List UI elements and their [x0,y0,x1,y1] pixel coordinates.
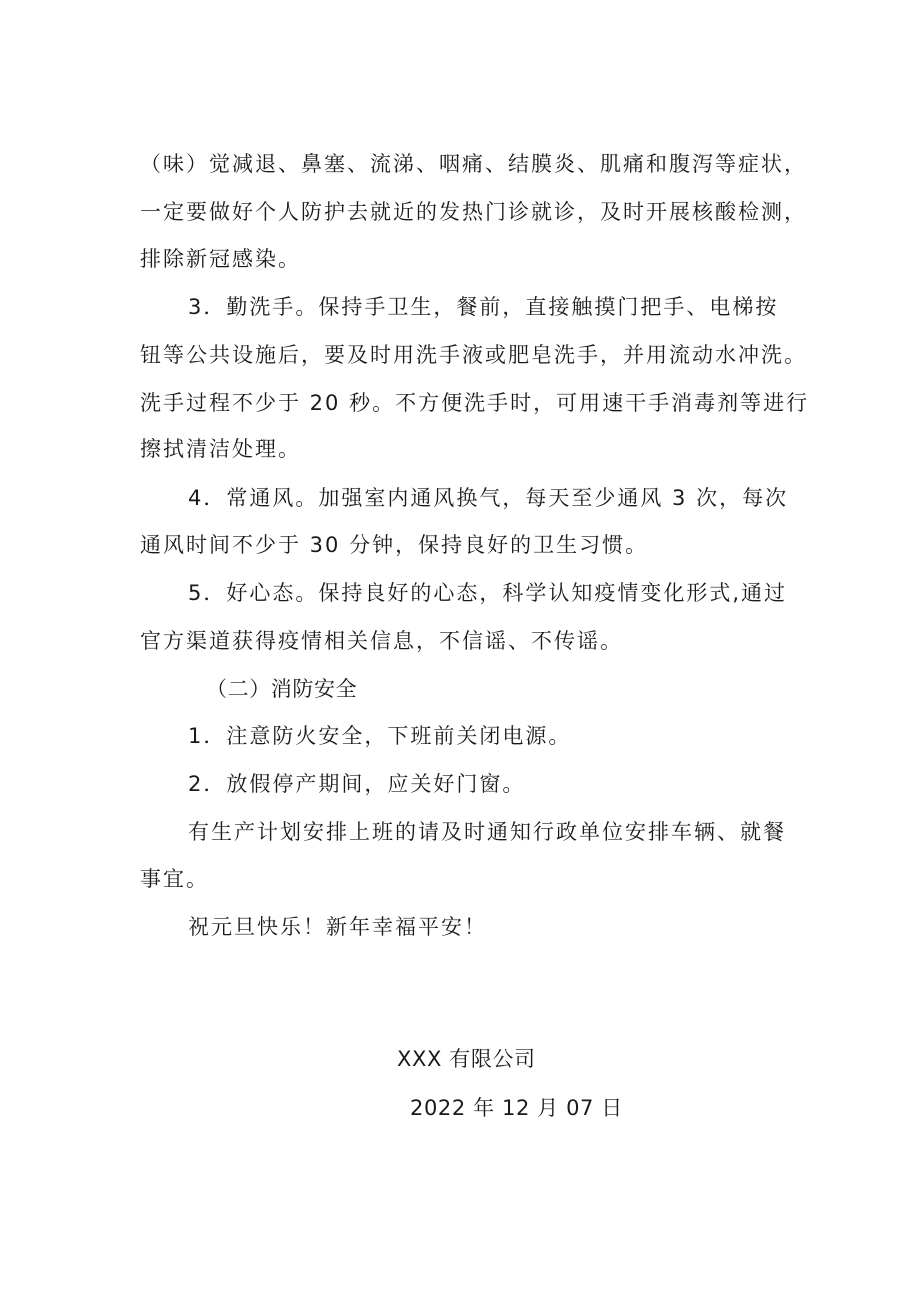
paragraph-line: 排除新冠感染。 [140,247,301,271]
company-name: XXX 有限公司 [397,1047,536,1071]
list-item: 2．放假停产期间，应关好门窗。 [188,772,526,796]
paragraph-line: 通风时间不少于 30 分钟，保持良好的卫生习惯。 [140,533,649,557]
paragraph-line: 擦拭清洁处理。 [140,437,301,461]
paragraph-line: 官方渠道获得疫情相关信息，不信谣、不传谣。 [140,629,623,653]
paragraph-line: 5．好心态。保持良好的心态，科学认知疫情变化形式,通过 [188,581,788,605]
paragraph-line: 一定要做好个人防护去就近的发热门诊就诊，及时开展核酸检测， [140,200,807,224]
paragraph-line: 洗手过程不少于 20 秒。不方便洗手时，可用速干手消毒剂等进行 [140,391,810,415]
paragraph-line: 钮等公共设施后，要及时用洗手液或肥皂洗手，并用流动水冲洗。 [140,343,807,367]
list-item: 1．注意防火安全，下班前关闭电源。 [188,724,572,748]
paragraph-line: 事宜。 [140,867,209,891]
document-date: 2022 年 12 月 07 日 [410,1096,623,1120]
paragraph-line: （味）觉减退、鼻塞、流涕、咽痛、结膜炎、肌痛和腹泻等症状， [140,152,807,176]
paragraph-line: 有生产计划安排上班的请及时通知行政单位安排车辆、就餐 [188,820,786,844]
section-heading: （二）消防安全 [206,677,358,701]
paragraph-line: 4．常通风。加强室内通风换气，每天至少通风 3 次，每次 [188,486,789,510]
greeting: 祝元旦快乐！新年幸福平安！ [188,915,487,939]
paragraph-line: 3．勤洗手。保持手卫生，餐前，直接触摸门把手、电梯按 [188,295,779,319]
